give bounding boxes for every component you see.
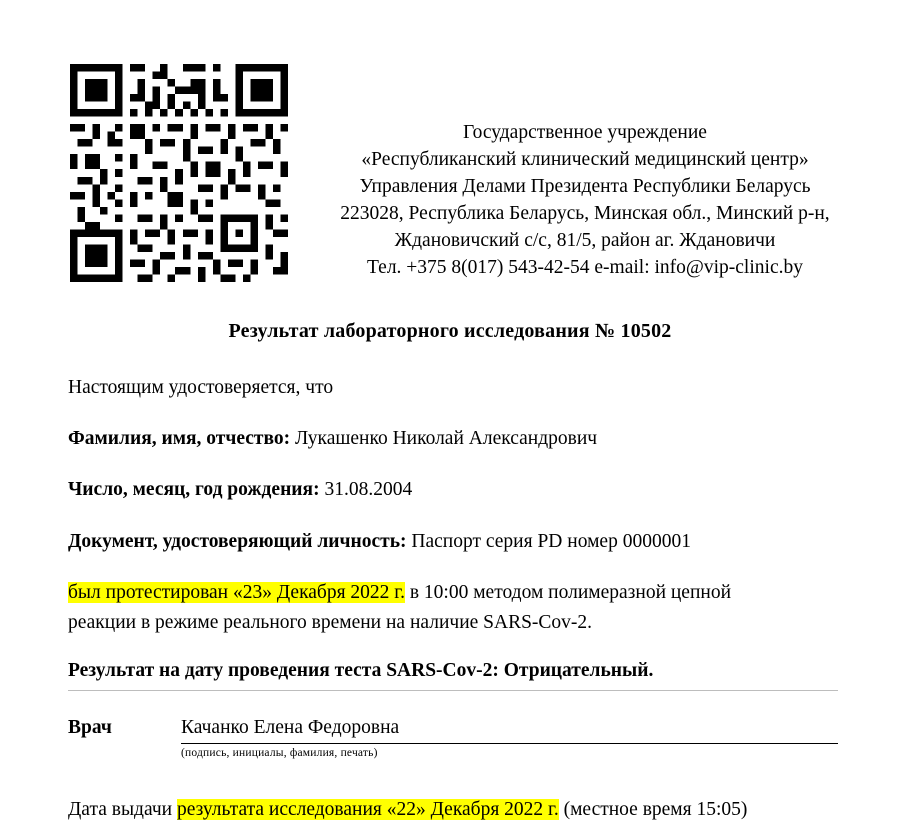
organization-line-4: 223028, Республика Беларусь, Минская обл., Минский р-н, xyxy=(340,202,830,224)
document-body xyxy=(0,373,900,825)
signature-doctor-name: Качанко Елена Федоровна xyxy=(181,716,400,738)
issue-date-highlight: результата исследования «22» Декабря 2022 г. xyxy=(176,798,559,820)
issue-date-prefix: Дата выдачи xyxy=(68,798,177,820)
test-result-line: Результат на дату проведения теста SARS-Cov-2: Отрицательный. xyxy=(68,660,654,682)
field-birth-date xyxy=(68,475,838,505)
issue-date-suffix: (местное время 15:05) xyxy=(558,798,748,820)
field-full-name-label: Фамилия, имя, отчество: xyxy=(68,428,291,450)
signature-block xyxy=(68,713,838,771)
field-birth-date-value: 31.08.2004 xyxy=(324,479,413,501)
organization-line-5: Ждановичский с/с, 81/5, район аг. Ждановичи xyxy=(394,229,776,251)
organization-line-1: Государственное учреждение xyxy=(463,122,707,143)
signature-caption: (подпись, инициалы, фамилия, печать) xyxy=(181,746,378,759)
document-header xyxy=(0,0,900,282)
signature-rule xyxy=(181,743,838,744)
test-statement-line-2: реакции в режиме реального времени на наличие SARS-Cov-2. xyxy=(68,612,593,634)
organization-line-3: Управления Делами Президента Республики Беларусь xyxy=(359,175,811,197)
intro-text: Настоящим удостоверяется, что xyxy=(68,377,334,398)
organization-block xyxy=(300,64,870,281)
signature-role-label: Врач xyxy=(68,716,112,738)
footer-divider xyxy=(68,690,838,691)
field-identity-document xyxy=(68,527,838,557)
test-statement xyxy=(68,578,838,638)
qr-code-container xyxy=(70,64,300,282)
organization-line-2: «Республиканский клинический медицинский центр» xyxy=(361,148,809,170)
organization-contact-line: Тел. +375 8(017) 543-42-54 e-mail: info@vip-clinic.by xyxy=(367,256,803,278)
field-full-name xyxy=(68,424,838,454)
issue-date-line xyxy=(68,795,838,825)
field-full-name-value: Лукашенко Николай Александрович xyxy=(295,428,598,450)
test-date-highlight: был протестирован «23» Декабря 2022 г. xyxy=(68,581,405,603)
qr-code-icon xyxy=(70,64,288,282)
field-identity-document-value: Паспорт серия PD номер 0000001 xyxy=(411,530,691,552)
test-statement-rest: в 10:00 методом полимеразной цепной xyxy=(404,581,732,603)
page-title: Результат лабораторного исследования № 10502 xyxy=(228,320,672,342)
field-birth-date-label: Число, месяц, год рождения: xyxy=(68,479,320,501)
field-identity-document-label: Документ, удостоверяющий личность: xyxy=(68,530,407,552)
